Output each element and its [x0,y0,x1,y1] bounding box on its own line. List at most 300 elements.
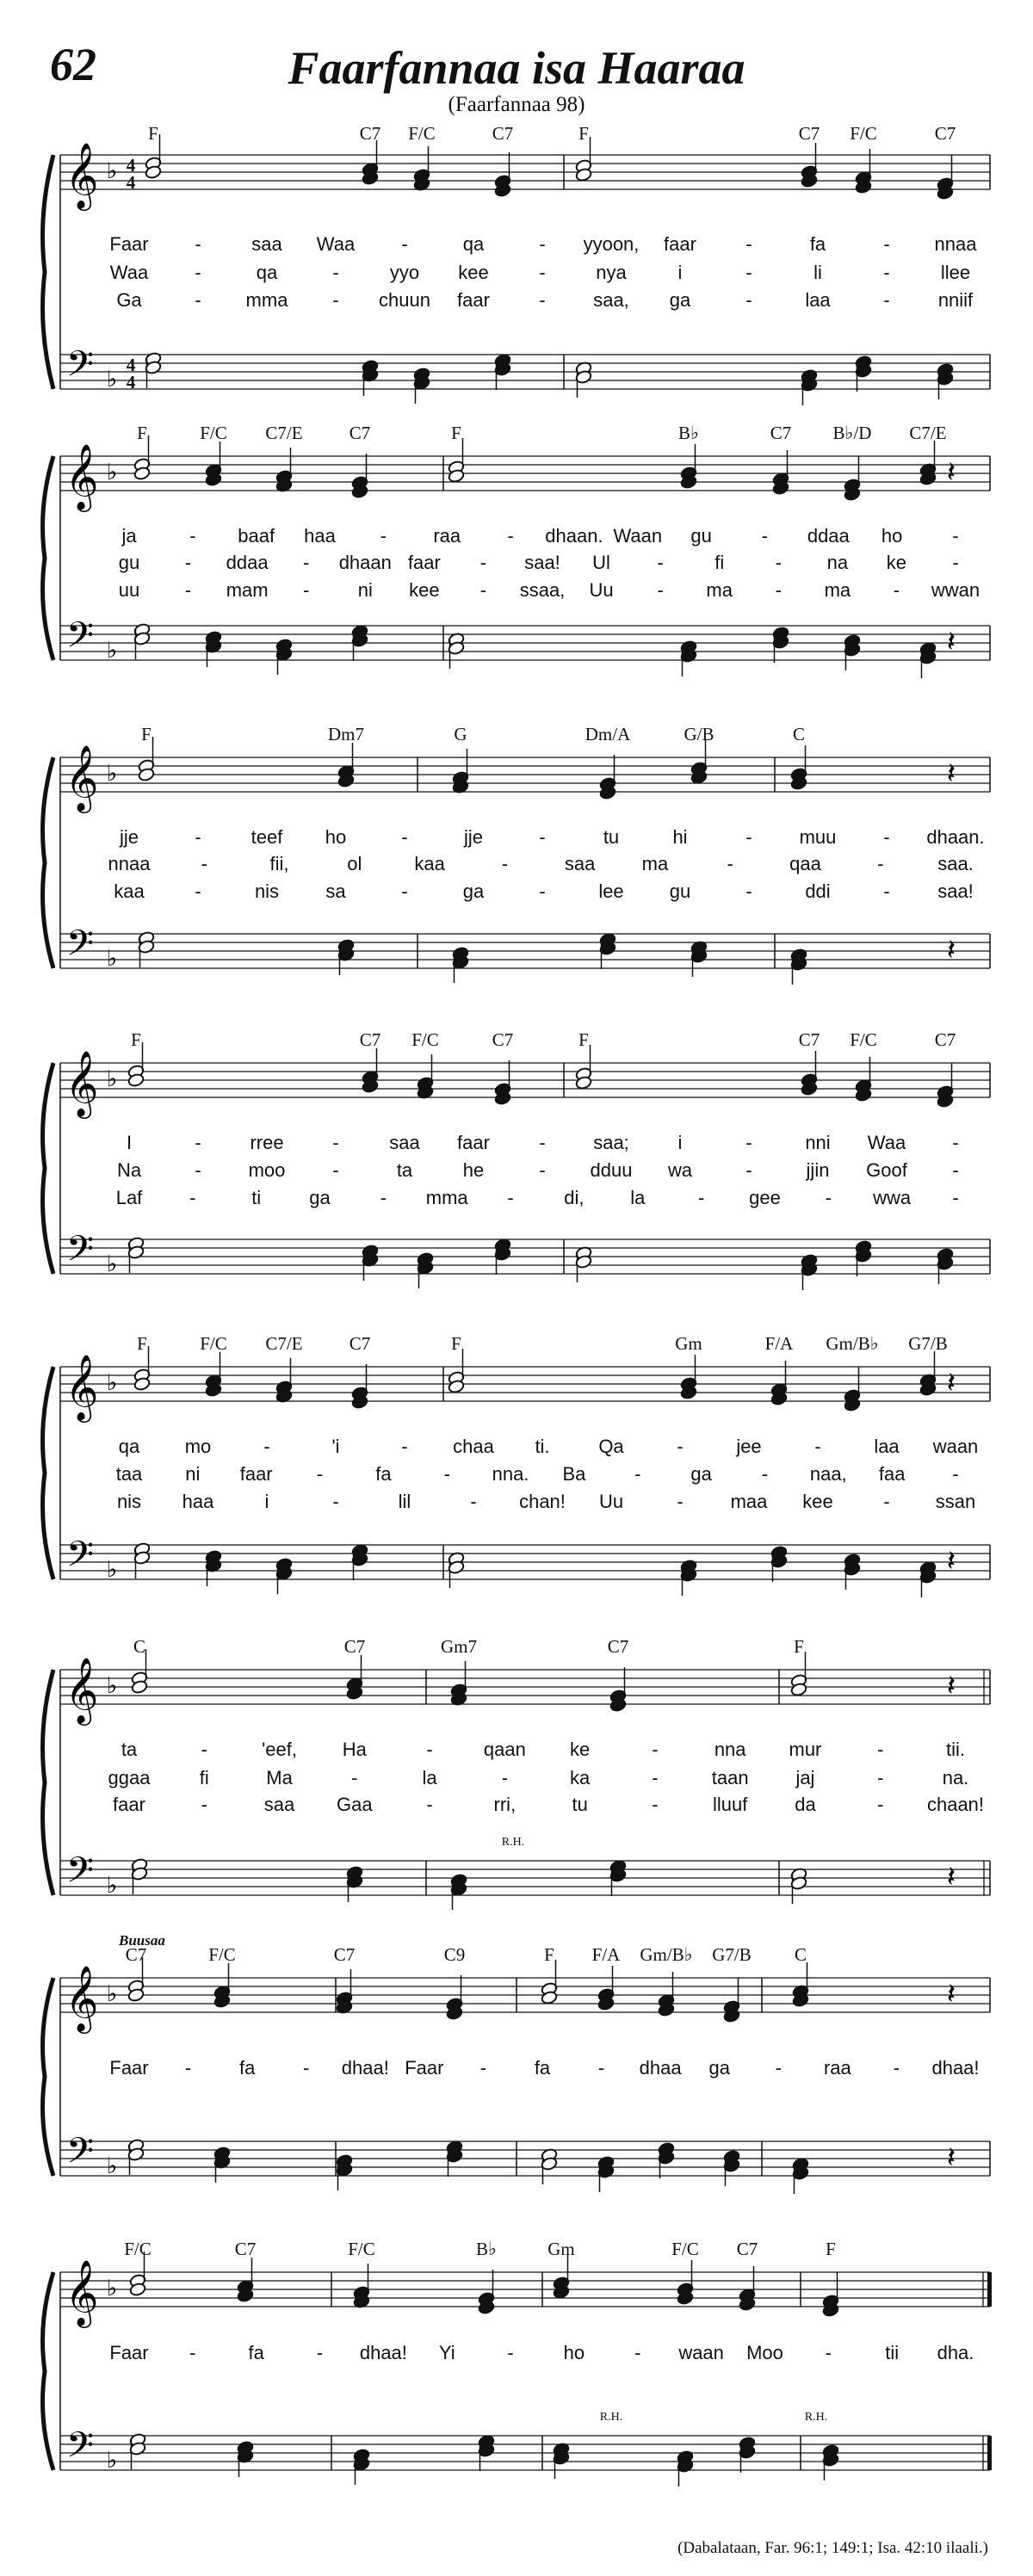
lyric-hyphen: - [189,2342,196,2363]
treble-clef-icon: 𝄞 [65,1354,99,1420]
lyric-hyphen: - [189,1187,196,1208]
lyric-hyphen: - [814,1436,821,1457]
lyric-syllable: ke [570,1739,591,1760]
chord-symbol: C [794,1944,807,1965]
lyric-hyphen: - [775,2057,782,2079]
lyric-syllable: fa [534,2057,551,2079]
lyric-hyphen: - [877,853,884,874]
lyric-hyphen: - [470,1491,477,1512]
lyric-syllable: Faar [109,2342,149,2363]
lyric-syllable: ddaa [226,552,269,573]
chord-symbol: F [826,2239,836,2259]
lyric-hyphen: - [952,552,959,573]
chord-symbol: F/A [764,1333,794,1354]
lyric-syllable: kee [409,579,440,601]
flat-icon: ♭ [106,2448,118,2474]
lyric-syllable: ka [570,1767,591,1788]
chord-symbol: F [131,1029,141,1050]
chord-symbol: F/C [200,423,227,443]
lyric-syllable: qaa [789,853,821,874]
lyric-syllable: na [826,552,849,573]
tempo-marking: Buusaa [119,1932,165,1949]
bass-clef-icon: 𝄢 [65,2130,95,2180]
chord-symbol: Gm [547,2239,575,2259]
lyric-syllable: dhaan [338,552,392,573]
lyric-syllable: ma [706,579,733,601]
lyric-syllable: saa! [937,880,974,902]
lyric-hyphen: - [479,552,487,573]
lyric-syllable: Ba [562,1463,586,1485]
flat-icon: ♭ [106,1673,118,1699]
chord-symbol: F [451,423,461,443]
lyric-syllable: qa [118,1436,140,1457]
bass-clef-icon: 𝄢 [65,1228,95,1278]
lyric-syllable: tii [885,2342,900,2363]
lyric-syllable: jaj [795,1767,815,1788]
treble-clef-icon: 𝄞 [65,443,99,510]
lyric-hyphen: - [652,1739,659,1760]
quarter-rest-icon: 𝄽 [946,1366,956,1400]
lyric-syllable: li [813,262,822,283]
lyric-hyphen: - [201,1794,207,1815]
chord-symbol: Dm7 [328,724,364,744]
lyric-hyphen: - [539,233,546,255]
lyric-syllable: i [264,1491,269,1512]
right-hand-marking: R.H. [501,1836,525,1849]
lyric-syllable: nya [596,262,627,283]
quarter-rest-icon: 𝄽 [946,1860,956,1894]
lyric-syllable: i [677,1132,683,1153]
lyric-syllable: ma [641,853,669,874]
chord-symbol: C7 [349,423,371,443]
lyric-syllable: tu [603,826,620,848]
lyric-syllable: mo [184,1436,212,1457]
chord-symbol: F/C [671,2239,699,2259]
time-signature-bottom: 4 [126,172,136,193]
chord-symbol: C9 [443,1944,466,1965]
chord-symbol: B♭ [476,2239,497,2259]
lyric-hyphen: - [825,2342,832,2363]
lyric-hyphen: - [426,1739,433,1760]
lyric-hyphen: - [195,826,201,848]
chord-symbol: Gm [675,1333,702,1354]
lyric-syllable: ga [669,289,691,311]
flat-icon: ♭ [106,1981,118,2007]
lyric-syllable: waan [678,2342,724,2363]
lyric-hyphen: - [195,289,201,311]
lyric-hyphen: - [303,552,310,573]
lyric-hyphen: - [697,1187,705,1208]
chord-symbol: F [141,724,152,744]
lyric-hyphen: - [195,262,201,283]
lyric-syllable: fa [375,1463,392,1485]
system-brace [43,757,53,968]
lyric-hyphen: - [657,579,664,601]
lyric-hyphen: - [184,552,192,573]
lyric-syllable: kee [458,262,489,283]
bass-clef-icon: 𝄢 [65,2425,95,2474]
lyric-hyphen: - [952,1159,959,1181]
lyric-hyphen: - [195,1159,201,1181]
lyric-syllable: tii. [946,1739,965,1760]
system-brace [43,2272,53,2470]
chord-symbol: C7 [333,1944,356,1965]
lyric-syllable: faar [239,1463,273,1485]
system-brace [43,1367,53,1579]
lyric-syllable: sa [325,880,346,902]
lyric-hyphen: - [316,2342,324,2363]
lyric-syllable: ddaa [807,525,850,547]
chord-symbol: G7/B [908,1333,948,1354]
lyric-hyphen: - [634,2342,641,2363]
lyric-syllable: dha. [937,2342,974,2363]
treble-clef-icon: 𝄞 [65,1965,99,2031]
lyric-syllable: taa [115,1463,143,1485]
chord-symbol: C7 [125,1944,147,1965]
quarter-rest-icon: 𝄽 [946,757,956,791]
chord-symbol: B♭/D [832,423,872,443]
lyric-hyphen: - [745,1159,752,1181]
flat-icon: ♭ [106,367,118,392]
chord-symbol: F [578,123,589,144]
lyric-syllable: waan [932,1436,979,1457]
lyric-hyphen: - [677,1436,684,1457]
lyric-syllable: Ul [592,552,610,573]
lyric-hyphen: - [761,525,769,547]
lyric-hyphen: - [401,1436,408,1457]
lyric-syllable: Na [116,1159,142,1181]
lyric-syllable: Moo [746,2342,783,2363]
lyric-syllable: he [462,1159,485,1181]
right-hand-marking: R.H. [599,2411,623,2424]
lyric-syllable: saa, [593,289,629,311]
chord-symbol: F [148,123,158,144]
lyric-hyphen: - [539,1132,546,1153]
chord-symbol: C7 [343,1636,366,1657]
lyric-hyphen: - [893,2057,900,2079]
flat-icon: ♭ [106,1251,118,1277]
lyric-syllable: fa [248,2342,264,2363]
lyric-syllable: dhaa! [341,2057,389,2079]
lyric-hyphen: - [775,579,782,601]
lyric-syllable: teef [251,826,283,848]
lyric-syllable: jje [463,826,484,848]
lyric-hyphen: - [201,853,207,874]
chord-symbol: C7/E [265,1333,303,1354]
lyric-hyphen: - [479,2057,487,2079]
lyric-syllable: raa [823,2057,851,2079]
lyric-syllable: naa, [809,1463,847,1485]
lyric-syllable: di, [564,1187,585,1208]
chord-symbol: G/B [684,724,714,744]
chord-symbol: F [578,1029,589,1050]
lyric-syllable: muu [799,826,837,848]
lyric-syllable: Laf [115,1187,143,1208]
lyric-hyphen: - [652,1794,659,1815]
lyric-hyphen: - [195,880,201,902]
flat-icon: ♭ [106,1557,118,1583]
bass-clef-icon: 𝄢 [65,1534,95,1584]
lyric-syllable: ssaa, [519,579,566,601]
chord-symbol: G7/B [712,1944,752,1965]
lyric-syllable: la [630,1187,646,1208]
lyric-syllable: baaf [238,525,275,547]
hymn-subtitle: (Faarfannaa 98) [448,93,585,116]
lyric-syllable: ta [121,1739,138,1760]
lyric-hyphen: - [332,1491,339,1512]
lyric-syllable: dhaa! [931,2057,980,2079]
lyric-hyphen: - [507,2342,514,2363]
time-signature-bottom: 4 [126,372,136,392]
flat-icon: ♭ [106,638,118,664]
lyric-syllable: nni [805,1132,831,1153]
lyric-hyphen: - [952,1187,959,1208]
lyric-syllable: chan! [519,1491,566,1512]
lyric-hyphen: - [825,1187,832,1208]
time-signature-top: 4 [126,155,136,176]
chord-symbol: F/C [850,1029,877,1050]
quarter-rest-icon: 𝄽 [946,2140,956,2175]
chord-symbol: C7 [798,123,820,144]
lyric-syllable: qaan [483,1739,526,1760]
lyric-hyphen: - [883,262,890,283]
lyric-syllable: fii, [269,853,289,874]
lyric-syllable: Qa [598,1436,624,1457]
chord-symbol: C7/E [909,423,947,443]
lyric-syllable: dhaa [639,2057,682,2079]
treble-clef-icon: 𝄞 [65,1657,99,1723]
lyric-hyphen: - [761,1463,769,1485]
chord-symbol: F/C [348,2239,375,2259]
lyric-hyphen: - [727,853,733,874]
lyric-syllable: Uu [598,1491,624,1512]
lyric-syllable: saa [263,1794,295,1815]
lyric-syllable: Yi [438,2342,455,2363]
chord-symbol: C7 [349,1333,371,1354]
flat-icon: ♭ [106,1370,118,1396]
lyric-syllable: faar [457,1132,490,1153]
lyric-hyphen: - [634,1463,641,1485]
lyric-hyphen: - [195,1132,201,1153]
lyric-hyphen: - [745,880,752,902]
chord-symbol: C [133,1636,146,1657]
lyric-hyphen: - [877,1767,884,1788]
lyric-hyphen: - [539,1159,546,1181]
chord-symbol: G [454,724,467,744]
lyric-syllable: wwa [873,1187,912,1208]
lyric-syllable: laa [805,289,831,311]
bass-clef-icon: 𝄢 [65,343,95,393]
lyric-syllable: fa [238,2057,256,2079]
treble-clef-icon: 𝄞 [65,142,99,208]
quarter-rest-icon: 𝄽 [946,455,956,490]
lyric-syllable: gee [749,1187,781,1208]
lyric-syllable: jee [736,1436,762,1457]
chord-symbol: C7 [770,423,792,443]
lyric-syllable: ti [251,1187,262,1208]
flat-icon: ♭ [106,158,118,184]
lyric-syllable: dhaan. [926,826,985,848]
lyric-hyphen: - [745,262,752,283]
chord-symbol: B♭ [678,423,699,443]
chord-symbol: C7 [359,123,381,144]
hymn-number: 62 [50,39,96,90]
system-brace [43,1978,53,2176]
lyric-syllable: 'i [331,1436,340,1457]
lyric-syllable: saa; [593,1132,629,1153]
lyric-hyphen: - [351,1767,358,1788]
chord-symbol: C7 [607,1636,629,1657]
quarter-rest-icon: 𝄽 [946,1669,956,1703]
lyric-hyphen: - [501,1767,509,1788]
lyric-hyphen: - [401,233,408,255]
lyric-syllable: mma [425,1187,468,1208]
chord-symbol: F [544,1944,554,1965]
time-signature-top: 4 [126,355,136,375]
lyric-syllable: faar [407,552,441,573]
lyric-hyphen: - [745,289,752,311]
lyric-hyphen: - [507,525,514,547]
lyric-syllable: ja [121,525,137,547]
lyric-hyphen: - [401,880,408,902]
flat-icon: ♭ [106,2153,118,2179]
lyric-hyphen: - [539,826,546,848]
final-barline [987,2272,992,2307]
chord-symbol: C7 [359,1029,381,1050]
lyric-syllable: nniif [937,289,974,311]
lyric-syllable: jjin [806,1159,830,1181]
system-brace [43,1063,53,1274]
flat-icon: ♭ [106,1873,118,1899]
lyric-syllable: ma [824,579,851,601]
lyric-syllable: wa [667,1159,693,1181]
lyric-syllable: maa [730,1491,768,1512]
chord-symbol: F [137,423,147,443]
system-brace [43,155,53,389]
lyric-syllable: faar [457,289,490,311]
lyric-syllable: tu [572,1794,588,1815]
flat-icon: ♭ [106,2276,118,2301]
lyric-syllable: yyo [389,262,420,283]
lyric-hyphen: - [539,262,546,283]
chord-symbol: C7 [234,2239,257,2259]
lyric-syllable: chaa [453,1436,494,1457]
lyric-syllable: llee [940,262,971,283]
lyric-hyphen: - [539,880,546,902]
lyric-syllable: faar [664,233,696,255]
system-brace [43,456,53,660]
chord-symbol: C7 [492,123,514,144]
chord-symbol: C7 [492,1029,514,1050]
lyric-syllable: Gaa [337,1794,373,1815]
lyric-hyphen: - [332,1159,339,1181]
lyric-syllable: ti. [535,1436,550,1457]
bass-clef-icon: 𝄢 [65,1850,95,1900]
lyric-hyphen: - [184,579,192,601]
lyric-hyphen: - [401,826,408,848]
lyric-syllable: Faar [109,233,149,255]
lyric-syllable: yyoon, [583,233,640,255]
lyric-syllable: ga [690,1463,712,1485]
lyric-syllable: rree [250,1132,284,1153]
lyric-hyphen: - [877,1739,884,1760]
lyric-syllable: fi [199,1767,209,1788]
lyric-syllable: lluuf [713,1794,748,1815]
lyric-syllable: saa. [937,853,974,874]
lyric-syllable: uu [118,579,140,601]
lyric-hyphen: - [316,1463,324,1485]
chord-symbol: C [792,724,806,744]
lyric-syllable: ho [563,2342,585,2363]
lyric-syllable: ga [309,1187,331,1208]
chord-symbol: C7 [798,1029,820,1050]
lyric-syllable: ni [185,1463,201,1485]
quarter-rest-icon: 𝄽 [946,1977,956,2011]
lyric-syllable: mur [789,1739,822,1760]
bass-clef-icon: 𝄢 [65,923,95,973]
lyric-syllable: saa [389,1132,420,1153]
lyric-hyphen: - [195,233,201,255]
treble-clef-icon: 𝄞 [65,1050,99,1116]
hymn-title: Faarfannaa isa Haaraa [288,42,745,94]
lyric-syllable: ho [325,826,347,848]
chord-symbol: Gm/B♭ [826,1333,879,1354]
lyric-hyphen: - [380,1187,387,1208]
lyric-syllable: Ma [266,1767,293,1788]
lyric-syllable: fa [809,233,826,255]
lyric-syllable: ddi [805,880,831,902]
lyric-syllable: saa! [524,552,560,573]
lyric-syllable: dduu [590,1159,633,1181]
chord-symbol: Gm/B♭ [640,1944,693,1965]
quarter-rest-icon: 𝄽 [946,1544,956,1578]
flat-icon: ♭ [106,1066,118,1092]
lyric-hyphen: - [745,1132,752,1153]
lyric-syllable: ta [396,1159,413,1181]
lyric-hyphen: - [952,1132,959,1153]
chord-symbol: F/C [124,2239,152,2259]
lyric-syllable: mma [245,289,288,311]
lyric-syllable: kaa [114,880,145,902]
bass-clef-icon: 𝄢 [65,615,95,664]
chord-symbol: F [451,1333,461,1354]
chord-symbol: F/C [208,1944,236,1965]
lyric-hyphen: - [883,880,890,902]
lyric-hyphen: - [745,233,752,255]
lyric-hyphen: - [745,826,752,848]
treble-clef-icon: 𝄞 [65,744,99,811]
lyric-syllable: Ha [342,1739,367,1760]
lyric-syllable: ke [886,552,907,573]
chord-symbol: F/A [591,1944,621,1965]
quarter-rest-icon: 𝄽 [946,625,956,659]
lyric-hyphen: - [380,525,387,547]
lyric-syllable: qa [462,233,485,255]
lyric-hyphen: - [657,552,664,573]
lyric-syllable: Waa [867,1132,906,1153]
lyric-syllable: ggaa [108,1767,151,1788]
chord-symbol: F/C [411,1029,439,1050]
chord-symbol: F [137,1333,147,1354]
chord-symbol: C7 [934,123,956,144]
lyric-hyphen: - [677,1491,684,1512]
chord-symbol: Dm/A [585,724,631,744]
lyric-syllable: dhaan. [545,525,603,547]
lyric-syllable: qa [256,262,278,283]
lyric-syllable: ga [708,2057,730,2079]
lyric-syllable: 'eef, [262,1739,297,1760]
lyric-hyphen: - [201,1739,207,1760]
